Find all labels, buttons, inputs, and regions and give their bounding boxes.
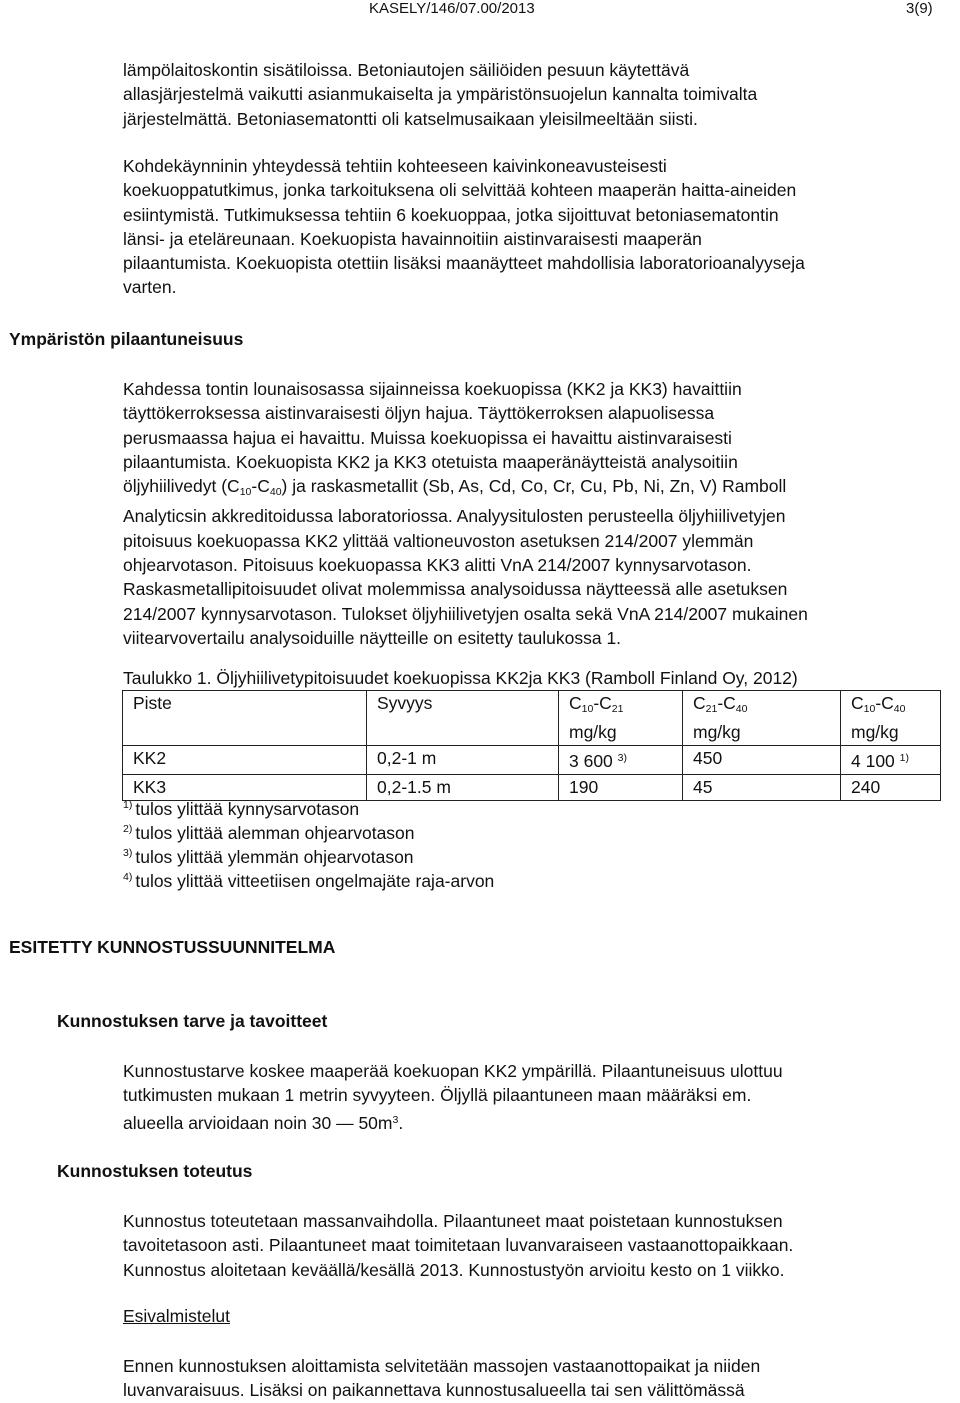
text-line: Raskasmetallipitoisuudet olivat molemmissa analysoidussa näytteessä alle asetuksen [123,579,788,600]
subscript: 10 [581,703,594,715]
subscript: 40 [893,703,906,715]
footnote [123,841,494,865]
plan-heading: ESITETTY KUNNOSTUSSUUNNITELMA [9,937,336,957]
text-fragment: C [693,693,706,713]
text-line: luvanvaraisuus. Lisäksi on paikannettava kunnostusalueella tai sen välittömässä [123,1380,745,1401]
footnote-text: tulos ylittää vitteetiisen ongelmajäte raja-arvon [135,871,495,891]
text-line: Kahdessa tontin lounaisosassa sijainneissa koekuopissa (KK2 ja KK3) havaittiin [123,379,742,399]
text-line: esiintymistä. Tutkimuksessa tehtiin 6 koekuoppaa, jotka sijoittuvat betoniasematontin [123,204,779,225]
implementation-paragraph [123,1209,933,1282]
table-row [123,746,941,775]
need-heading: Kunnostuksen tarve ja tavoitteet [57,1011,328,1031]
header-c10-c40 [841,691,941,746]
text-fragment: . [398,1112,404,1133]
cell-piste: KK2 [123,746,367,775]
cell-c10-c40 [841,746,941,775]
text-fragment: -C [251,476,270,497]
header-c21-c40 [683,691,841,746]
subscript: 10 [863,703,876,715]
footnote-text: tulos ylittää ylemmän ohjearvotason [135,847,414,867]
cell-syvyys: 0,2-1 m [367,746,559,775]
footnote-mark: 1) [123,799,133,811]
text-line: varten. [123,277,177,298]
need-paragraph [123,1059,933,1135]
table-footnotes [123,793,494,889]
footnote [123,793,494,817]
cell-value: 4 100 [851,751,895,771]
text-line: pitoisuus koekuopassa KK2 ylittää valtioneuvoston asetuksen 214/2007 ylemmän [123,530,754,551]
cell-c10-c21 [559,746,683,775]
subscript: 40 [269,486,282,499]
preparations-paragraph [123,1354,933,1403]
footnote-mark: 4) [123,871,133,883]
text-line: Ennen kunnostuksen aloittamista selvitetään massojen vastaanottopaikat ja niiden [123,1356,761,1376]
text-line: koekuoppatutkimus, jonka tarkoituksena oli selvittää kohteen maaperän haitta-aineiden [123,180,797,201]
cell-value: 45 [693,777,713,797]
superscript: 3 [392,1113,399,1126]
footnote [123,865,494,889]
footnote-text: tulos ylittää alemman ohjearvotason [135,823,415,843]
text-line: tavoitetasoon asti. Pilaantuneet maat toimitetaan luvanvaraiseen vastaanottopaikkaan. [123,1235,794,1256]
preparations-heading: Esivalmistelut [123,1306,230,1326]
text-line: Analyticsin akkreditoidussa laboratoriossa. Analyysitulosten perusteella öljyhiilivetyjen [123,506,786,527]
text-line: allasjärjestelmä vaikutti asianmukaiselta ja ympäristönsuojelun kannalta toimivalta [123,84,758,105]
text-fragment: C [851,693,864,713]
document-reference: KASELY/146/07.00/2013 [369,0,535,17]
footnote-mark: 3) [123,847,133,859]
footnote-text: tulos ylittää kynnysarvotason [135,799,360,819]
text-line: lämpölaitoskontin sisätiloissa. Betoniautojen säiliöiden pesuun käytettävä [123,60,690,80]
contamination-paragraph [123,377,933,650]
cell-value: 190 [569,777,599,797]
footnote-mark: 3) [617,752,628,764]
text-line: Kohdekäynninin yhteydessä tehtiin kohteeseen kaivinkoneavusteisesti [123,156,667,176]
implementation-heading: Kunnostuksen toteutus [57,1161,253,1181]
footnote [123,817,494,841]
text-line: ohjearvotason. Pitoisuus koekuopassa KK3 alitti VnA 214/2007 kynnysarvotason. [123,555,752,576]
cell-c21-c40 [683,746,841,775]
text-line: pilaantumista. Koekuopista KK2 ja KK3 otetuista maaperänäytteistä analysoitiin [123,451,738,472]
text-fragment: C [569,693,582,713]
text-line: viitearvovertailu analysoiduille näytteille on esitetty taulukossa 1. [123,627,622,648]
unit-label: mg/kg [569,722,617,742]
survey-paragraph [123,154,933,300]
subscript: 10 [239,486,252,499]
text-line: perusmaassa hajua ei havaittu. Muissa koekuopissa ei havaittu aistinvaraisesti [123,427,732,448]
cell-value: 3 600 [569,751,613,771]
text-line: 214/2007 kynnysarvotason. Tulokset öljyhiilivetyjen osalta sekä VnA 214/2007 mukainen [123,603,808,624]
cell-value: 450 [693,748,723,768]
unit-label: mg/kg [693,722,741,742]
unit-label: mg/kg [851,722,899,742]
header-piste: Piste [123,691,367,746]
text-line: Kunnostus toteutetaan massanvaihdolla. Pilaantuneet maat poistetaan kunnostuksen [123,1211,783,1231]
text-line: järjestelmättä. Betoniasematontti oli katselmusaikaan yleisilmeeltään siisti. [123,108,698,129]
table-header-row [123,691,941,746]
footnote-mark: 2) [123,823,133,835]
text-line: pilaantumista. Koekuopista otettiin lisäksi maanäytteet mahdollisia laboratorioanalyyseja [123,253,805,274]
text-line: tutkimusten mukaan 1 metrin syvyyteen. Öljyllä pilaantuneen maan määräksi em. [123,1085,752,1106]
cell-syvyys: 0,2-1.5 m [367,775,559,801]
text-fragment: -C [875,693,894,713]
header-c10-c21 [559,691,683,746]
cell-value: 240 [851,777,881,797]
text-fragment: ) ja raskasmetallit (Sb, As, Cd, Co, Cr, Cu, Pb, Ni, Zn, V) Ramboll [281,476,787,497]
text-line: Kunnostus aloitetaan keväällä/kesällä 2013. Kunnostustyön arvioitu kesto on 1 viikko. [123,1259,785,1280]
text-fragment: -C [717,693,736,713]
page-number: 3(9) [906,0,933,17]
cell-piste: KK3 [123,775,367,801]
header-syvyys: Syvyys [367,691,559,746]
subscript: 40 [735,703,748,715]
text-line: Kunnostustarve koskee maaperää koekuopan KK2 ympärillä. Pilaantuneisuus ulottuu [123,1061,783,1081]
results-table [122,690,941,801]
text-line: länsi- ja eteläreunaan. Koekuopista havainnoitiin aistinvaraisesti maaperän [123,228,702,249]
cell-c10-c21 [559,775,683,801]
text-line: täyttökerroksessa aistinvaraisesti öljyn hajua. Täyttökerroksen alapuolisessa [123,403,715,424]
footnote-mark: 1) [899,752,910,764]
cell-c21-c40 [683,775,841,801]
section-heading-contamination: Ympäristön pilaantuneisuus [9,329,244,349]
subscript: 21 [705,703,718,715]
text-line [123,474,933,504]
cell-c10-c40 [841,775,941,801]
page-header [0,0,960,20]
intro-paragraph [123,58,933,131]
text-line [123,1108,933,1135]
subscript: 21 [611,703,624,715]
text-fragment: -C [593,693,612,713]
table-caption: Taulukko 1. Öljyhiilivetypitoisuudet koekuopissa KK2ja KK3 (Ramboll Finland Oy, 2012) [123,668,798,688]
text-fragment: öljyhiilivedyt (C [123,476,240,497]
text-fragment: alueella arvioidaan noin 30 — 50m [123,1112,393,1133]
